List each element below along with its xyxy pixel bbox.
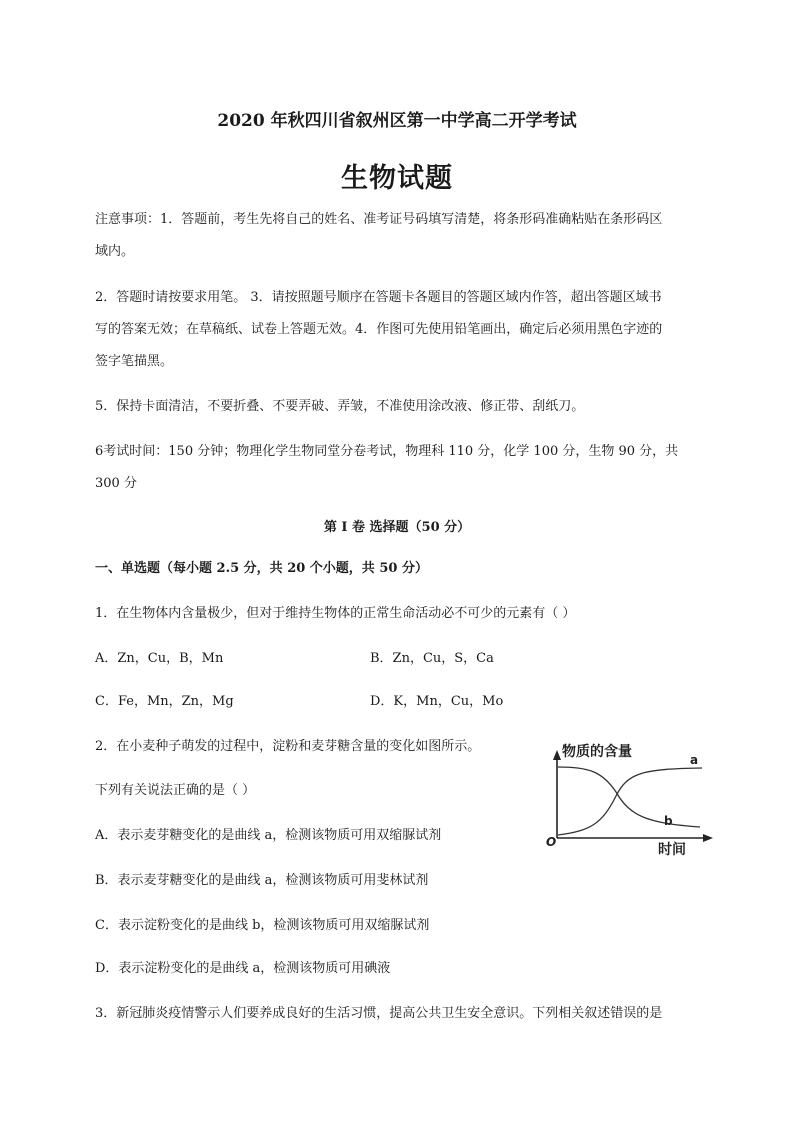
question-1-option-a: A．Zn，Cu，B，Mn	[95, 651, 224, 666]
notice-line-5: 签字笔描黑。	[95, 354, 174, 369]
exam-subtitle: 2020 年秋四川省叙州区第一中学高二开学考试	[217, 111, 577, 131]
question-2-option-b: B．表示麦芽糖变化的是曲线 a，检测该物质可用斐林试剂	[95, 873, 429, 888]
curve-a-label: a	[690, 753, 699, 767]
notice-line-2: 域内。	[95, 244, 135, 259]
notice-line-6: 5．保持卡面清洁，不要折叠、不要弄破、弄皱，不准使用涂改液、修正带、刮纸刀。	[95, 399, 585, 414]
question-1-stem: 1．在生物体内含量极少，但对于维持生物体的正常生命活动必不可少的元素有（ ）	[95, 606, 576, 621]
question-2-option-d: D．表示淀粉变化的是曲线 a，检测该物质可用碘液	[95, 961, 391, 976]
question-1-option-b: B．Zn，Cu，S，Ca	[370, 651, 494, 666]
curve-b-label: b	[664, 814, 673, 828]
question-2-stem: 2．在小麦种子萌发的过程中，淀粉和麦芽糖含量的变化如图所示。	[95, 739, 481, 754]
question-2-option-a: A．表示麦芽糖变化的是曲线 a，检测该物质可用双缩脲试剂	[95, 828, 442, 843]
notice-line-3: 2．答题时请按要求用笔。 3．请按照题号顺序在答题卡各题目的答题区域内作答，超出答题区域书	[95, 290, 662, 305]
notice-line-4: 写的答案无效；在草稿纸、试卷上答题无效。4．作图可先使用铅笔画出，确定后必须用黑色字迹的	[95, 322, 663, 337]
question-2-stem-2: 下列有关说法正确的是（ ）	[95, 783, 256, 798]
x-axis-label: 时间	[658, 842, 686, 856]
question-2-option-c: C．表示淀粉变化的是曲线 b，检测该物质可用双缩脲试剂	[95, 918, 430, 933]
part-heading: 第 I 卷 选择题（50 分）	[323, 520, 471, 535]
origin-label: O	[546, 835, 557, 849]
section-heading: 一、单选题（每小题 2.5 分，共 20 个小题，共 50 分）	[95, 561, 428, 576]
curve-b	[558, 767, 700, 827]
notice-line-8: 300 分	[95, 476, 137, 491]
content-change-chart	[540, 738, 715, 856]
page-title: 生物试题	[341, 163, 453, 194]
y-axis-arrow	[553, 750, 561, 760]
question-1-option-d: D．K，Mn，Cu，Mo	[370, 694, 504, 709]
y-axis-label: 物质的含量	[562, 744, 632, 760]
question-3-stem: 3．新冠肺炎疫情警示人们要养成良好的生活习惯，提高公共卫生安全意识。下列相关叙述错误的是	[95, 1006, 663, 1021]
question-1-option-c: C．Fe，Mn，Zn，Mg	[95, 694, 234, 709]
x-axis-arrow	[703, 834, 713, 842]
notice-line-7: 6考试时间：150 分钟；物理化学生物同堂分卷考试，物理科 110 分，化学 100 分，生物 90 分，共	[95, 444, 679, 459]
notice-line-1: 注意事项：1．答题前，考生先将自己的姓名、准考证号码填写清楚，将条形码准确粘贴在条形码区	[95, 212, 663, 227]
